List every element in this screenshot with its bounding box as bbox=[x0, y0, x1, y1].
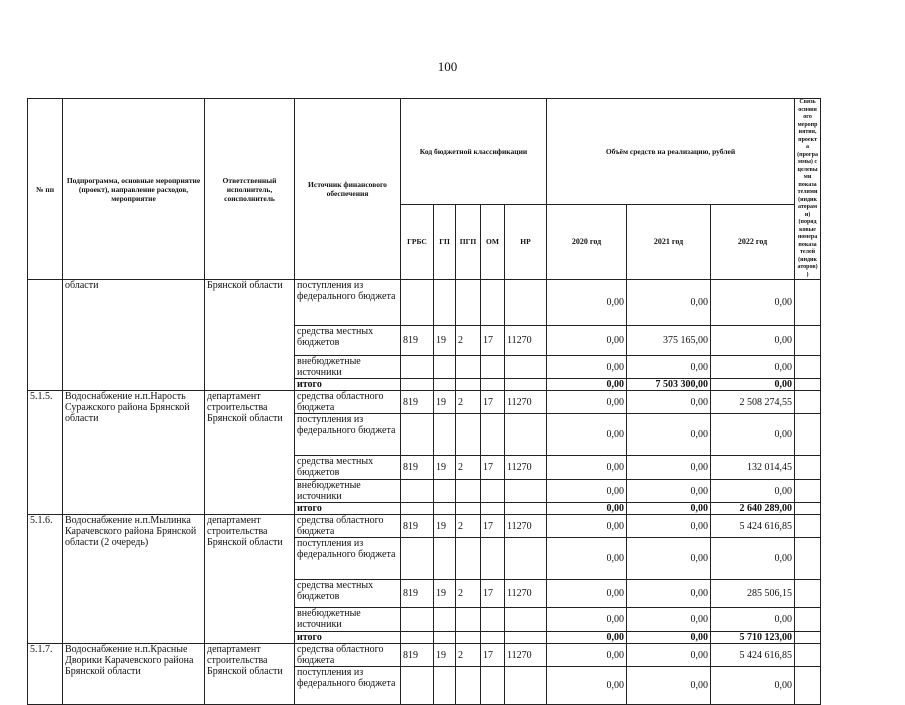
code-grbs bbox=[401, 608, 434, 632]
code-nr: 11270 bbox=[505, 644, 547, 667]
header-num: № пп bbox=[28, 99, 63, 280]
code-om bbox=[481, 280, 505, 326]
item-number: 5.1.6. bbox=[28, 515, 63, 644]
code-grbs bbox=[401, 632, 434, 644]
code-om: 17 bbox=[481, 580, 505, 608]
code-pgp: 2 bbox=[456, 515, 481, 538]
code-om: 17 bbox=[481, 515, 505, 538]
amount-2022: 2 508 274,55 bbox=[711, 391, 795, 414]
code-om bbox=[481, 667, 505, 705]
amount-2021: 0,00 bbox=[627, 456, 711, 480]
funding-source: внебюджетные источники bbox=[295, 608, 401, 632]
item-responsible: департамент строительства Брянской области bbox=[205, 644, 295, 705]
item-name: Водоснабжение н.п.Нарость Суражского района Брянской области bbox=[63, 391, 205, 515]
amount-2021: 0,00 bbox=[627, 503, 711, 515]
amount-2022: 0,00 bbox=[711, 667, 795, 705]
code-gp bbox=[434, 503, 456, 515]
funding-source: поступления из федерального бюджета bbox=[295, 414, 401, 456]
code-grbs bbox=[401, 356, 434, 379]
amount-2021: 0,00 bbox=[627, 632, 711, 644]
header-code-gp: ГП bbox=[434, 204, 456, 279]
table-row bbox=[28, 280, 821, 326]
amount-2021: 0,00 bbox=[627, 580, 711, 608]
amount-2022: 5 710 123,00 bbox=[711, 632, 795, 644]
header-year-2020: 2020 год bbox=[547, 204, 627, 279]
table-row bbox=[28, 644, 821, 667]
code-grbs: 819 bbox=[401, 580, 434, 608]
code-pgp: 2 bbox=[456, 580, 481, 608]
item-responsible: департамент строительства Брянской области bbox=[205, 515, 295, 644]
funding-source: поступления из федерального бюджета bbox=[295, 280, 401, 326]
code-pgp bbox=[456, 503, 481, 515]
amount-2020: 0,00 bbox=[547, 391, 627, 414]
code-nr: 11270 bbox=[505, 580, 547, 608]
code-nr bbox=[505, 280, 547, 326]
code-gp bbox=[434, 632, 456, 644]
funding-source: средства областного бюджета bbox=[295, 515, 401, 538]
amount-2020: 0,00 bbox=[547, 632, 627, 644]
code-grbs bbox=[401, 538, 434, 580]
item-name: области bbox=[63, 280, 205, 391]
code-gp: 19 bbox=[434, 456, 456, 480]
amount-2020: 0,00 bbox=[547, 326, 627, 356]
amount-2022: 0,00 bbox=[711, 608, 795, 632]
funding-source: итого bbox=[295, 503, 401, 515]
header-link: Связь основного мероприятия, проекта (программы) с целевыми показателями (индикаторами) (порядковые номера показателей (индикаторов)) bbox=[795, 99, 821, 280]
code-gp bbox=[434, 480, 456, 503]
table-body bbox=[28, 280, 821, 705]
amount-2021: 0,00 bbox=[627, 667, 711, 705]
amount-2020: 0,00 bbox=[547, 480, 627, 503]
code-gp bbox=[434, 414, 456, 456]
code-grbs bbox=[401, 280, 434, 326]
code-om bbox=[481, 379, 505, 391]
code-gp: 19 bbox=[434, 515, 456, 538]
code-grbs: 819 bbox=[401, 644, 434, 667]
header-volume: Объём средств на реализацию, рублей bbox=[547, 99, 795, 205]
code-pgp bbox=[456, 608, 481, 632]
amount-2021: 0,00 bbox=[627, 280, 711, 326]
code-pgp bbox=[456, 538, 481, 580]
funding-source: внебюджетные источники bbox=[295, 480, 401, 503]
funding-source: итого bbox=[295, 632, 401, 644]
funding-source: внебюджетные источники bbox=[295, 356, 401, 379]
code-om: 17 bbox=[481, 391, 505, 414]
amount-2021: 0,00 bbox=[627, 414, 711, 456]
indicator-link bbox=[795, 414, 821, 456]
indicator-link bbox=[795, 580, 821, 608]
funding-source: поступления из федерального бюджета bbox=[295, 538, 401, 580]
amount-2021: 0,00 bbox=[627, 391, 711, 414]
code-nr bbox=[505, 538, 547, 580]
code-om bbox=[481, 503, 505, 515]
funding-source: средства местных бюджетов bbox=[295, 456, 401, 480]
code-pgp bbox=[456, 280, 481, 326]
code-pgp: 2 bbox=[456, 644, 481, 667]
code-nr: 11270 bbox=[505, 456, 547, 480]
amount-2020: 0,00 bbox=[547, 379, 627, 391]
amount-2020: 0,00 bbox=[547, 503, 627, 515]
indicator-link bbox=[795, 644, 821, 667]
code-gp bbox=[434, 608, 456, 632]
code-grbs: 819 bbox=[401, 391, 434, 414]
amount-2022: 132 014,45 bbox=[711, 456, 795, 480]
amount-2022: 285 506,15 bbox=[711, 580, 795, 608]
indicator-link bbox=[795, 391, 821, 414]
item-name: Водоснабжение н.п.Красные Дворики Карачевского района Брянской области bbox=[63, 644, 205, 705]
amount-2022: 0,00 bbox=[711, 480, 795, 503]
code-nr: 11270 bbox=[505, 515, 547, 538]
amount-2020: 0,00 bbox=[547, 580, 627, 608]
code-gp bbox=[434, 667, 456, 705]
code-gp bbox=[434, 538, 456, 580]
code-pgp: 2 bbox=[456, 391, 481, 414]
code-gp: 19 bbox=[434, 580, 456, 608]
indicator-link bbox=[795, 326, 821, 356]
code-gp: 19 bbox=[434, 644, 456, 667]
amount-2020: 0,00 bbox=[547, 608, 627, 632]
amount-2021: 375 165,00 bbox=[627, 326, 711, 356]
code-nr bbox=[505, 503, 547, 515]
code-pgp bbox=[456, 356, 481, 379]
code-nr bbox=[505, 379, 547, 391]
code-gp bbox=[434, 280, 456, 326]
code-nr bbox=[505, 356, 547, 379]
code-pgp bbox=[456, 632, 481, 644]
code-grbs bbox=[401, 379, 434, 391]
amount-2022: 5 424 616,85 bbox=[711, 515, 795, 538]
code-pgp bbox=[456, 379, 481, 391]
amount-2022: 0,00 bbox=[711, 538, 795, 580]
amount-2022: 0,00 bbox=[711, 356, 795, 379]
indicator-link bbox=[795, 632, 821, 644]
code-grbs bbox=[401, 480, 434, 503]
code-grbs bbox=[401, 503, 434, 515]
code-pgp bbox=[456, 480, 481, 503]
amount-2022: 0,00 bbox=[711, 326, 795, 356]
code-nr bbox=[505, 414, 547, 456]
code-pgp: 2 bbox=[456, 326, 481, 356]
header-code-grbs: ГРБС bbox=[401, 204, 434, 279]
amount-2020: 0,00 bbox=[547, 667, 627, 705]
funding-source: средства областного бюджета bbox=[295, 644, 401, 667]
code-grbs bbox=[401, 414, 434, 456]
code-pgp: 2 bbox=[456, 456, 481, 480]
amount-2022: 0,00 bbox=[711, 414, 795, 456]
item-responsible: Брянской области bbox=[205, 280, 295, 391]
code-om bbox=[481, 538, 505, 580]
amount-2021: 0,00 bbox=[627, 515, 711, 538]
indicator-link bbox=[795, 515, 821, 538]
code-gp bbox=[434, 379, 456, 391]
amount-2020: 0,00 bbox=[547, 280, 627, 326]
table-row bbox=[28, 391, 821, 414]
header-source: Источник финансового обеспечения bbox=[295, 99, 401, 280]
amount-2020: 0,00 bbox=[547, 644, 627, 667]
code-nr bbox=[505, 632, 547, 644]
code-gp bbox=[434, 356, 456, 379]
amount-2022: 5 424 616,85 bbox=[711, 644, 795, 667]
amount-2020: 0,00 bbox=[547, 356, 627, 379]
amount-2020: 0,00 bbox=[547, 515, 627, 538]
indicator-link bbox=[795, 356, 821, 379]
item-number: 5.1.7. bbox=[28, 644, 63, 705]
header-program: Подпрограмма, основные мероприятие (проект), направление расходов, мероприятие bbox=[63, 99, 205, 280]
indicator-link bbox=[795, 608, 821, 632]
code-om bbox=[481, 608, 505, 632]
amount-2020: 0,00 bbox=[547, 414, 627, 456]
amount-2021: 0,00 bbox=[627, 644, 711, 667]
amount-2022: 2 640 289,00 bbox=[711, 503, 795, 515]
funding-source: итого bbox=[295, 379, 401, 391]
header-code-pgp: ПГП bbox=[456, 204, 481, 279]
code-om: 17 bbox=[481, 644, 505, 667]
indicator-link bbox=[795, 538, 821, 580]
code-gp: 19 bbox=[434, 391, 456, 414]
amount-2021: 0,00 bbox=[627, 356, 711, 379]
code-grbs: 819 bbox=[401, 515, 434, 538]
code-om bbox=[481, 480, 505, 503]
item-name: Водоснабжение н.п.Мылинка Карачевского района Брянской области (2 очередь) bbox=[63, 515, 205, 644]
code-nr bbox=[505, 480, 547, 503]
code-grbs bbox=[401, 667, 434, 705]
funding-source: средства местных бюджетов bbox=[295, 580, 401, 608]
indicator-link bbox=[795, 667, 821, 705]
funding-source: средства областного бюджета bbox=[295, 391, 401, 414]
header-year-2022: 2022 год bbox=[711, 204, 795, 279]
indicator-link bbox=[795, 280, 821, 326]
code-nr: 11270 bbox=[505, 326, 547, 356]
indicator-link bbox=[795, 503, 821, 515]
header-code-om: ОМ bbox=[481, 204, 505, 279]
header-budget-code: Код бюджетной классификации bbox=[401, 99, 547, 205]
amount-2021: 0,00 bbox=[627, 480, 711, 503]
item-number bbox=[28, 280, 63, 391]
funding-source: средства местных бюджетов bbox=[295, 326, 401, 356]
amount-2021: 7 503 300,00 bbox=[627, 379, 711, 391]
amount-2020: 0,00 bbox=[547, 538, 627, 580]
code-gp: 19 bbox=[434, 326, 456, 356]
code-om: 17 bbox=[481, 456, 505, 480]
code-pgp bbox=[456, 414, 481, 456]
code-om bbox=[481, 414, 505, 456]
amount-2020: 0,00 bbox=[547, 456, 627, 480]
code-om bbox=[481, 356, 505, 379]
indicator-link bbox=[795, 456, 821, 480]
funding-source: поступления из федерального бюджета bbox=[295, 667, 401, 705]
indicator-link bbox=[795, 379, 821, 391]
code-nr bbox=[505, 608, 547, 632]
code-grbs: 819 bbox=[401, 326, 434, 356]
item-responsible: департамент строительства Брянской области bbox=[205, 391, 295, 515]
code-om bbox=[481, 632, 505, 644]
header-year-2021: 2021 год bbox=[627, 204, 711, 279]
item-number: 5.1.5. bbox=[28, 391, 63, 515]
code-nr bbox=[505, 667, 547, 705]
budget-table bbox=[27, 98, 821, 705]
code-nr: 11270 bbox=[505, 391, 547, 414]
page-number: 100 bbox=[437, 59, 458, 74]
header-code-nr: НР bbox=[505, 204, 547, 279]
amount-2021: 0,00 bbox=[627, 608, 711, 632]
amount-2022: 0,00 bbox=[711, 379, 795, 391]
header-responsible: Ответственный исполнитель, соисполнитель bbox=[205, 99, 295, 280]
indicator-link bbox=[795, 480, 821, 503]
amount-2022: 0,00 bbox=[711, 280, 795, 326]
amount-2021: 0,00 bbox=[627, 538, 711, 580]
table-row bbox=[28, 515, 821, 538]
code-om: 17 bbox=[481, 326, 505, 356]
code-pgp bbox=[456, 667, 481, 705]
code-grbs: 819 bbox=[401, 456, 434, 480]
